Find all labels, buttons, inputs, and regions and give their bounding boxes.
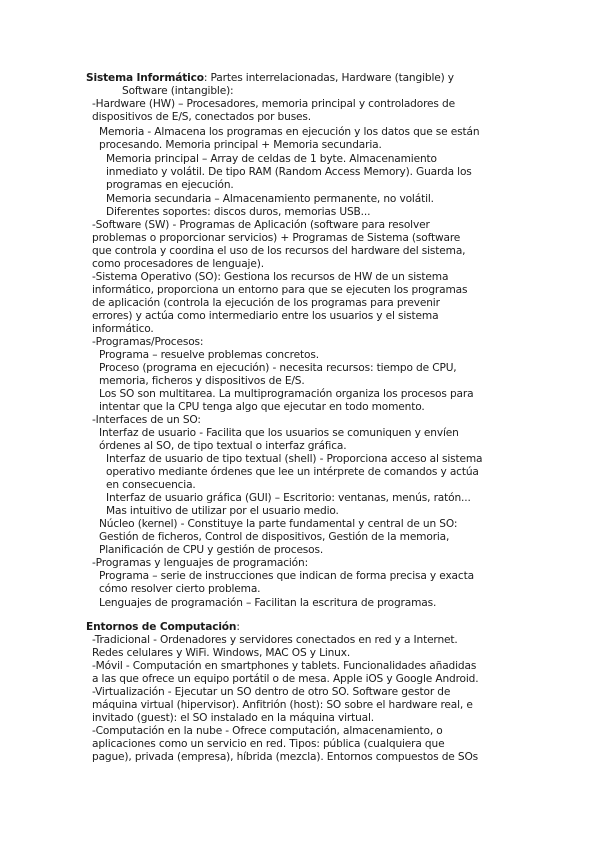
text-line: Memoria - Almacena los programas en ejecución y los datos que se están	[99, 126, 480, 138]
text-line: operativo mediante órdenes que lee un intérprete de comandos y actúa	[106, 466, 479, 478]
text-line: como procesadores de lenguaje).	[92, 258, 264, 270]
text-line: errores) y actúa como intermediario entre los usuarios y el sistema	[92, 310, 439, 322]
text-line: -Virtualización - Ejecutar un SO dentro de otro SO. Software gestor de	[92, 686, 451, 698]
text-line: de aplicación (controla la ejecución de los programas para prevenir	[92, 297, 440, 309]
text-line: -Hardware (HW) – Procesadores, memoria principal y controladores de	[92, 98, 455, 110]
text-line: Programa – serie de instrucciones que indican de forma precisa y exacta	[99, 570, 474, 582]
text-line: Programa – resuelve problemas concretos.	[99, 349, 319, 361]
section-heading: Entornos de Computación	[86, 621, 237, 633]
text-line: aplicaciones como un servicio en red. Tipos: pública (cualquiera que	[92, 738, 445, 750]
text-line: problemas o proporcionar servicios) + Programas de Sistema (software	[92, 232, 461, 244]
section-heading: Sistema Informático	[86, 72, 204, 84]
text-line: Gestión de ficheros, Control de dispositivos, Gestión de la memoria,	[99, 531, 450, 543]
text-line: invitado (guest): el SO instalado en la máquina virtual.	[92, 712, 375, 724]
text-line: -Tradicional - Ordenadores y servidores conectados en red y a Internet.	[92, 634, 458, 646]
text-line: :	[236, 621, 240, 633]
text-line: procesando. Memoria principal + Memoria secundaria.	[99, 139, 382, 151]
text-line: -Programas y lenguajes de programación:	[92, 557, 308, 569]
text-line: -Programas/Procesos:	[92, 336, 204, 348]
text-line: dispositivos de E/S, conectados por buses.	[92, 111, 312, 123]
text-line: máquina virtual (hipervisor). Anfitrión (host): SO sobre el hardware real, e	[92, 699, 473, 711]
text-line: Memoria secundaria – Almacenamiento permanente, no volátil.	[106, 193, 434, 205]
text-line: Proceso (programa en ejecución) - necesita recursos: tiempo de CPU,	[99, 362, 457, 374]
section-entornos-computacion	[86, 621, 240, 634]
text-line: memoria, ficheros y dispositivos de E/S.	[99, 375, 305, 387]
text-line: Mas intuitivo de utilizar por el usuario medio.	[106, 505, 339, 517]
text-line: -Interfaces de un SO:	[92, 414, 201, 426]
text-line: cómo resolver cierto problema.	[99, 583, 261, 595]
text-line: que controla y coordina el uso de los recursos del hardware del sistema,	[92, 245, 466, 257]
text-line: inmediato y volátil. De tipo RAM (Random Access Memory). Guarda los	[106, 166, 472, 178]
text-line: Interfaz de usuario de tipo textual (shell) - Proporciona acceso al sistema	[106, 453, 483, 465]
text-line: Memoria principal – Array de celdas de 1 byte. Almacenamiento	[106, 153, 437, 165]
text-line: : Partes interrelacionadas, Hardware (tangible) y	[203, 72, 454, 84]
text-line: -Móvil - Computación en smartphones y tablets. Funcionalidades añadidas	[92, 660, 477, 672]
text-line: órdenes al SO, de tipo textual o interfaz gráfica.	[99, 440, 347, 452]
text-line: en consecuencia.	[106, 479, 196, 491]
text-line: informático, proporciona un entorno para que se ejecuten los programas	[92, 284, 468, 296]
text-line: Interfaz de usuario gráfica (GUI) – Escritorio: ventanas, menús, ratón...	[106, 492, 471, 504]
section-sistema-informatico	[86, 72, 454, 85]
text-line: informático.	[92, 323, 154, 335]
text-line: Redes celulares y WiFi. Windows, MAC OS y Linux.	[92, 647, 351, 659]
text-line: -Computación en la nube - Ofrece computación, almacenamiento, o	[92, 725, 443, 737]
text-line: Diferentes soportes: discos duros, memorias USB...	[106, 206, 371, 218]
text-line: pague), privada (empresa), híbrida (mezcla). Entornos compuestos de SOs	[92, 751, 479, 763]
text-line: Interfaz de usuario - Facilita que los usuarios se comuniquen y envíen	[99, 427, 459, 439]
text-line: Software (intangible):	[122, 85, 234, 97]
text-line: intentar que la CPU tenga algo que ejecutar en todo momento.	[99, 401, 425, 413]
text-line: a las que ofrece un equipo portátil o de mesa. Apple iOS y Google Android.	[92, 673, 479, 685]
text-line: Planificación de CPU y gestión de procesos.	[99, 544, 324, 556]
text-line: Lenguajes de programación – Facilitan la escritura de programas.	[99, 597, 437, 609]
text-line: -Software (SW) - Programas de Aplicación (software para resolver	[92, 219, 430, 231]
text-line: Núcleo (kernel) - Constituye la parte fundamental y central de un SO:	[99, 518, 458, 530]
text-line: programas en ejecución.	[106, 179, 234, 191]
text-line: Los SO son multitarea. La multiprogramación organiza los procesos para	[99, 388, 474, 400]
text-line: -Sistema Operativo (SO): Gestiona los recursos de HW de un sistema	[92, 271, 449, 283]
